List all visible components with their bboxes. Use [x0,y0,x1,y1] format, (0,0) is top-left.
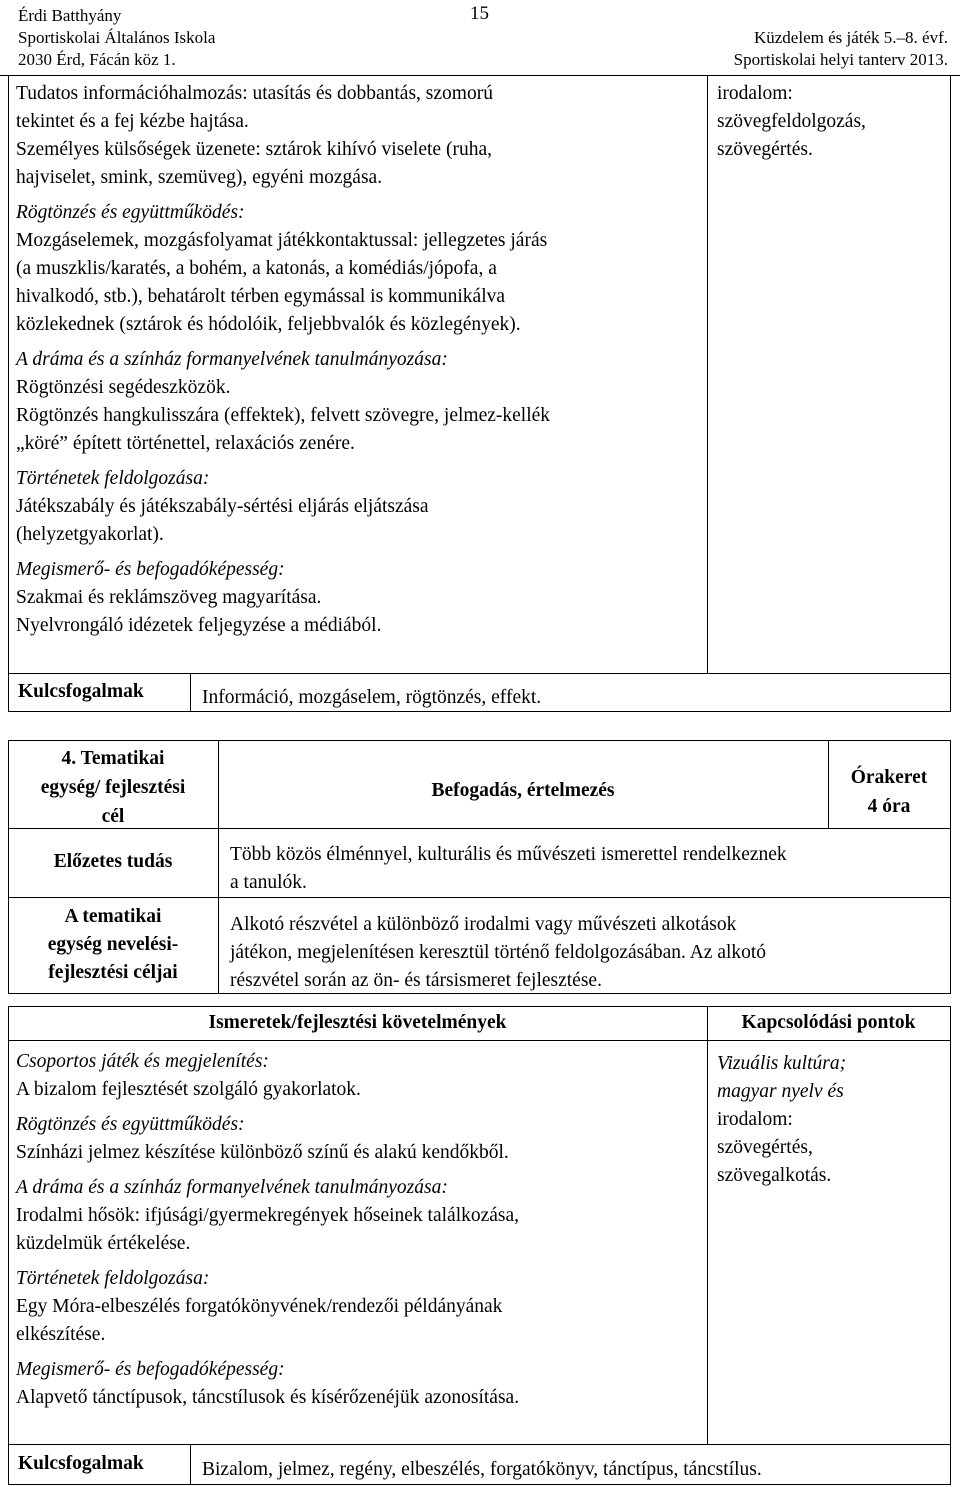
school-type: Sportiskolai Általános Iskola [18,28,216,47]
unit-border-right [950,740,951,993]
prior-knowledge-label: Előzetes tudás [53,851,173,872]
req-block-drama-language: A dráma és a színház formanyelvének tanulmányozása: Irodalmi hősök: ifjúsági/gyermekregények hőseinek találkozása, küzdelmük értékelése. [16,1177,520,1254]
school-address: 2030 Érd, Fácán köz 1. [18,50,176,69]
unit-border-top [8,740,951,741]
table-border-left [8,75,9,712]
key-concepts-label: Kulcsfogalmak [18,681,144,702]
req-divider-key [190,1444,191,1485]
curriculum-title: Sportiskolai helyi tanterv 2013. [733,50,948,69]
req-divider-col [707,1006,708,1444]
req-border-bottom [8,1484,951,1485]
table-border-right [950,75,951,712]
header-right [734,27,948,71]
page-number: 15 [470,3,489,24]
unit-title: Befogadás, értelmezés [431,780,615,801]
key-concepts: Információ, mozgáselem, rögtönzés, effekt. [202,687,542,708]
req-block-group-play: Csoportos játék és megjelenítés: A bizalom fejlesztését szolgáló gyakorlatok. [16,1051,361,1100]
req-border-right [950,1006,951,1485]
unit-label: 4. Tematikai egység/ fejlesztési cél [40,748,186,827]
goals-label: A tematikai egység nevelési- fejlesztési céljai [47,906,179,983]
table-divider-row [8,673,951,674]
hours-box [828,763,950,821]
prior-knowledge-text: Több közös élménnyel, kulturális és művészeti ismerettel rendelkeznek a tanulók. [230,844,787,893]
block-cognition: Megismerő- és befogadóképesség: Szakmai és reklámszöveg magyarítása. Nyelvrongáló idézetek feljegyzése a médiából. [16,559,382,636]
req-connections: Vizuális kultúra; magyar nyelv és irodalom: szövegértés, szövegalkotás. [717,1053,847,1186]
subject-title: Küzdelem és játék 5.–8. évf. [753,28,948,47]
req-key-concepts-label: Kulcsfogalmak [18,1453,144,1474]
req-col2-header: Kapcsolódási pontok [741,1012,916,1033]
table-divider-col [707,75,708,673]
req-block-stories: Történetek feldolgozása: Egy Móra-elbeszélés forgatókönyvének/rendezői példányának elkészítése. [16,1268,503,1345]
intro-text: Tudatos információhalmozás: utasítás és dobbantás, szomorú tekintet és a fej kézbe hajtása. Személyes külsőségek üzenete: sztárok kihívó viselete (ruha, hajviselet, smink, szemüveg), egyéni mozgása. [16,83,493,188]
req-divider-row [8,1444,951,1445]
hours-value: 4 óra [867,796,911,817]
block-drama-language: A dráma és a színház formanyelvének tanulmányozása: Rögtönzési segédeszközök. Rögtönzés hangkulisszára (effektek), felvett szövegre, jelmez-kellék „köré” épített történettel, relaxációs zenére. [16,349,551,454]
req-border-top [8,1006,951,1007]
req-block-improvisation: Rögtönzés és együttműködés: Színházi jelmez készítése különböző színű és alakú kendőkből. [16,1114,509,1163]
block-improvisation: Rögtönzés és együttműködés: Mozgáselemek, mozgásfolyamat játékkontaktussal: jellegzetes járás (a muszklis/karatés, a bohém, a katonás, a komédiás/jópofa, a hivalkodó, stb.), behatárolt térben egymással is kommunikálva közlekednek (sztárok és hódolóik, feljebbvalók és közlegények). [16,202,548,335]
hours-label: Órakeret [850,767,928,788]
header-left [18,5,215,71]
table-divider-key [190,673,191,712]
top-connections: irodalom: szövegfeldolgozás, szövegértés. [717,83,866,160]
req-key-concepts: Bizalom, jelmez, regény, elbeszélés, forgatókönyv, tánctípus, táncstílus. [202,1459,762,1480]
top-content [16,80,706,647]
req-block-cognition: Megismerő- és befogadóképesség: Alapvető tánctípusok, táncstílusok és kísérőzenéjük azonosítása. [16,1359,520,1408]
unit-divider-row2 [8,897,951,898]
req-border-left [8,1006,9,1485]
req-col1-header: Ismeretek/fejlesztési követelmények [208,1012,507,1033]
page-header [0,0,960,76]
goals-text: Alkotó részvétel a különböző irodalmi vagy művészeti alkotások játékon, megjelenítésen keresztül történő feldolgozásában. Az alkotó részvétel során az ön- és társismeret fejlesztése. [230,914,767,991]
block-stories: Történetek feldolgozása: Játékszabály és játékszabály-sértési eljárás eljátszása (helyzetgyakorlat). [16,468,429,545]
school-name: Érdi Batthyány [18,6,122,25]
req-content [16,1048,706,1419]
req-divider-header [8,1040,951,1041]
